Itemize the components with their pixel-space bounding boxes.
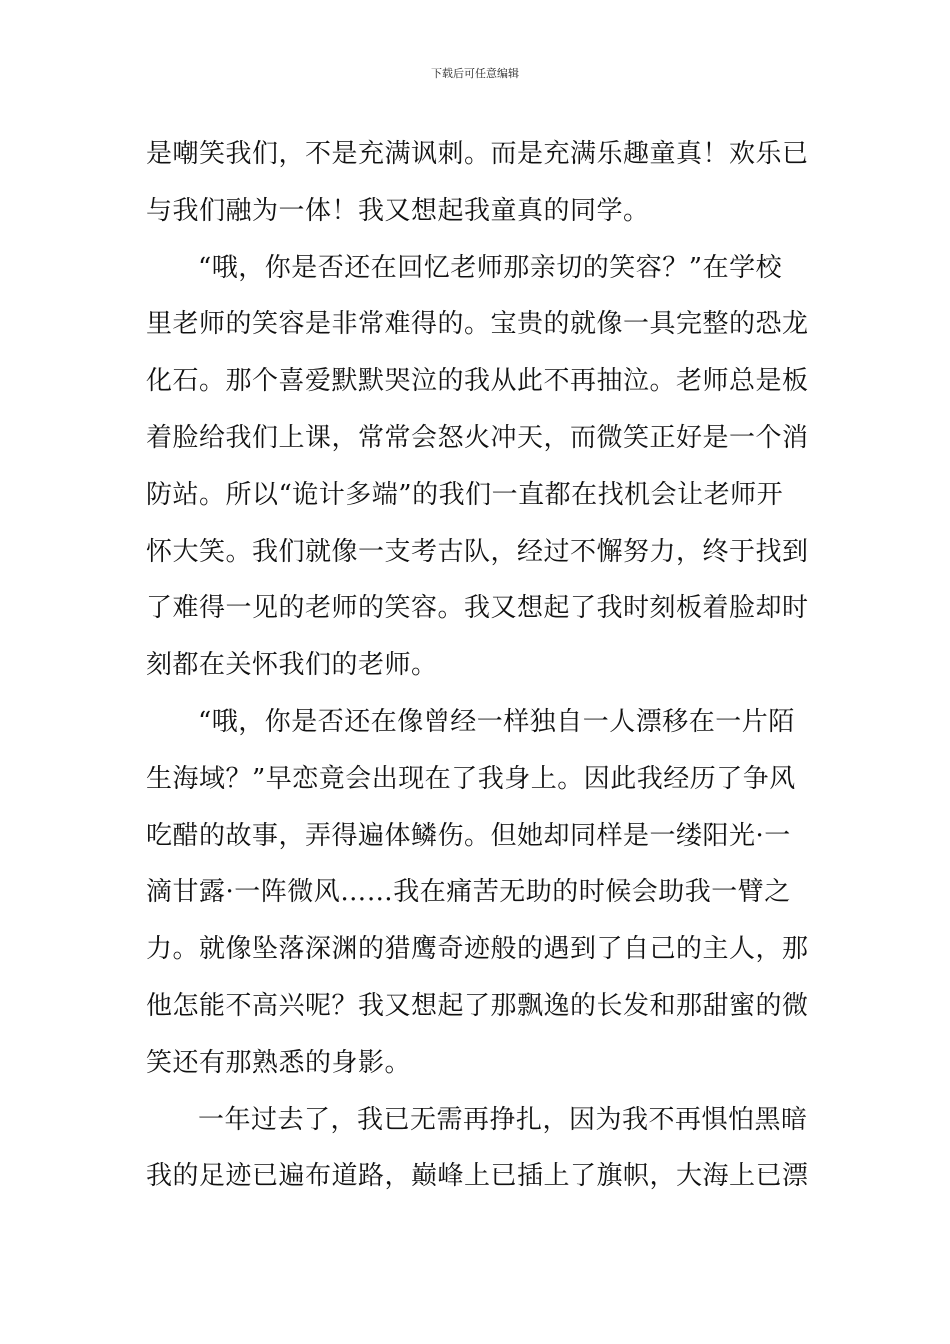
text-line: 刻都在关怀我们的老师。 [146,650,438,681]
text-line: 是嘲笑我们，不是充满讽刺。而是充满乐趣童真！欢乐已 [146,139,809,169]
text-line: 生海域？”早恋竟会出现在了我身上。因此我经历了争风 [146,763,796,794]
text-line: 里老师的笑容是非常难得的。宝贵的就像一具完整的恐龙 [146,309,809,340]
page-header: 下载后可任意编辑 [431,67,519,80]
text-line: 了难得一见的老师的笑容。我又想起了我时刻板着脸却时 [146,593,809,624]
text-line: 我的足迹已遍布道路，巅峰上已插上了旗帜，大海上已漂 [146,1161,809,1192]
text-line: 防站。所以“诡计多端”的我们一直都在找机会让老师开 [146,479,784,510]
text-line: 力。就像坠落深渊的猎鹰奇迹般的遇到了自己的主人，那 [146,934,809,965]
paragraph-first-line: “哦，你是否还在回忆老师那亲切的笑容？”在学校 [198,252,783,283]
text-line: 吃醋的故事，弄得遍体鳞伤。但她却同样是一缕阳光·一 [146,820,791,851]
text-line: 他怎能不高兴呢？我又想起了那飘逸的长发和那甜蜜的微 [146,990,809,1021]
paragraph-first-line: “哦，你是否还在像曾经一样独自一人漂移在一片陌 [198,706,795,737]
text-line: 怀大笑。我们就像一支考古队，经过不懈努力，终于找到 [146,536,809,567]
text-line: 着脸给我们上课，常常会怒火冲天，而微笑正好是一个消 [146,422,809,453]
text-line: 滴甘露·一阵微风……我在痛苦无助的时候会助我一臂之 [146,877,791,908]
text-line: 化石。那个喜爱默默哭泣的我从此不再抽泣。老师总是板 [146,366,809,397]
document-body [146,126,810,1205]
paragraph-first-line: 一年过去了，我已无需再挣扎，因为我不再惧怕黑暗 [198,1104,808,1135]
text-line: 笑还有那熟悉的身影。 [146,1047,412,1078]
text-line: 与我们融为一体！我又想起我童真的同学。 [146,195,650,226]
